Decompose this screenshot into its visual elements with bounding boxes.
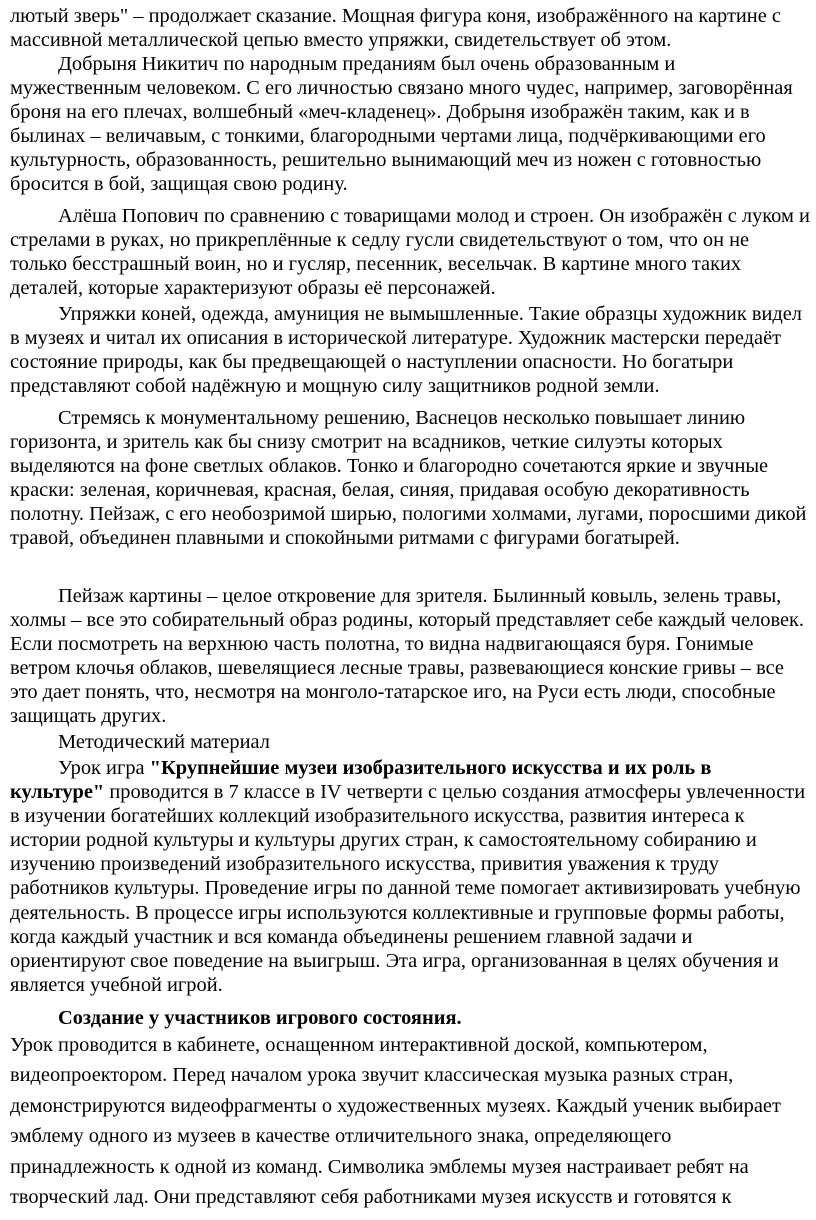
- paragraph-continuation: лютый зверь" – продолжает сказание. Мощная фигура коня, изображённого на картине с массивной металлической цепью вместо упряжки, свидетельствует об этом.: [10, 5, 781, 52]
- lesson-lead-text: Урок игра: [58, 757, 150, 779]
- paragraph-classroom: Урок проводится в кабинете, оснащенном интерактивной доской, компьютером, видеопроектором. Перед началом урока звучит классическая музыка разных стран, демонстрируются видеофрагменты о художественных музеях. Каждый ученик выбирает эмблему одного из музеев в качестве отличительного знака, определяющего принадлежность к одной из команд. Символика эмблемы музея настраивает ребят на творческий лад. Они представляют себя работниками музея искусств и готовятся к: [10, 1034, 781, 1209]
- lesson-title: "Крупнейшие музеи изобразительного искусства и их роль в культуре": [10, 757, 712, 804]
- section-heading-method: Методический материал: [58, 731, 270, 753]
- lesson-description: проводится в 7 классе в IV четверти с целью создания атмосферы увлеченности в изучении богатейших коллекций изобразительного искусства, развития интереса к истории родной культуры и культуры других стран, к самостоятельному собиранию и изучению произведений изобразительного искусства, привития уважения к труду работников культуры. Проведение игры по данной теме помогает активизировать учебную деятельность. В процессе игры используются коллективные и групповые формы работы, когда каждый участник и вся команда объединены решением главной задачи и ориентируют свое поведение на выигрыш. Эта игра, организованная в целях обучения и является учебной игрой.: [10, 781, 806, 996]
- paragraph-composition: Стремясь к монументальному решению, Васнецов несколько повышает линию горизонта, и зритель как бы снизу смотрит на всадников, четкие силуэты которых выделяются на фоне светлых облаков. Тонко и благородно сочетаются яркие и звучные краски: зеленая, коричневая, красная, белая, синяя, придавая особую декоративность полотну. Пейзаж, с его необозримой ширью, пологими холмами, лугами, поросшими дикой травой, объединен плавными и спокойными ритмами с фигурами богатырей.: [10, 407, 807, 550]
- game-state-heading: Создание у участников игрового состояния.: [58, 1007, 462, 1029]
- paragraph-alyosha: Алёша Попович по сравнению с товарищами молод и строен. Он изображён с луком и стрелами в руках, но прикреплённые к седлу гусли свидетельствуют о том, что он не только бесстрашный воин, но и гусляр, песенник, весельчак. В картине много таких деталей, которые характеризуют образы её персонажей.: [10, 205, 810, 300]
- section-heading-game-state: [10, 1006, 810, 1030]
- paragraph-harness: Упряжки коней, одежда, амуниция не вымышленные. Такие образцы художник видел в музеях и читал их описания в исторической литературе. Художник мастерски передаёт состояние природы, как бы предвещающей о наступлении опасности. Но богатыри представляют собой надёжную и мощную силу защитников родной земли.: [10, 303, 802, 398]
- paragraph-landscape: Пейзаж картины – целое откровение для зрителя. Былинный ковыль, зелень травы, холмы – все это собирательный образ родины, который представляет себе каждый человек. Если посмотреть на верхнюю часть полотна, то видна надвигающаяся буря. Гонимые ветром клочья облаков, шевелящиеся лесные травы, развевающиеся конские гривы – все это дает понять, что, несмотря на монголо-татарское иго, на Руси есть люди, способные защищать других.: [10, 585, 805, 728]
- paragraph-lesson-game: [10, 756, 810, 997]
- paragraph-dobrynya: Добрыня Никитич по народным преданиям был очень образованным и мужественным человеком. С его личностью связано много чудес, например, заговорённая броня на его плечах, волшебный «меч-кладенец». Добрыня изображён таким, как и в былинах – величавым, с тонкими, благородными чертами лица, подчёркивающими его культурность, образованность, решительно вынимающий меч из ножен с готовностью бросится в бой, защищая свою родину.: [10, 53, 793, 196]
